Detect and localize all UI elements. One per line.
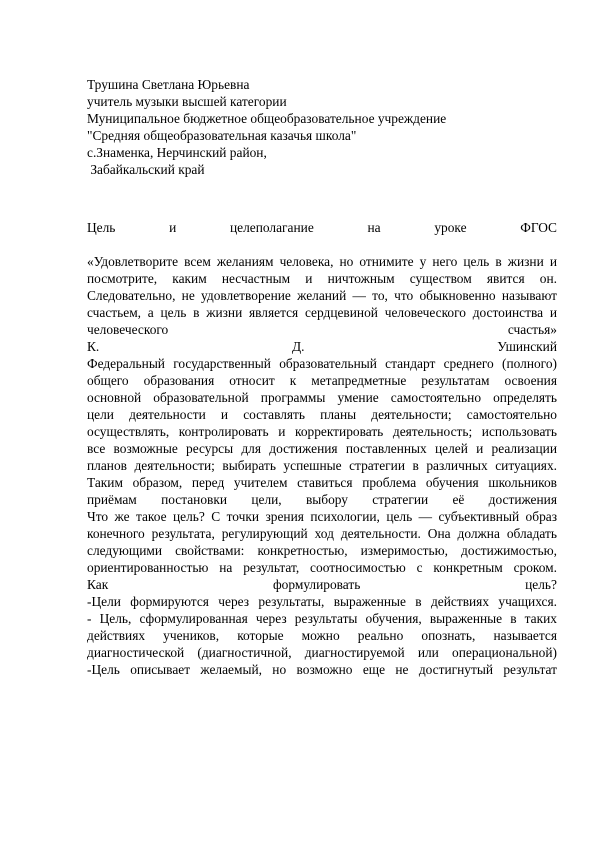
paragraph-line: общего образования относит к метапредметные результатам освоения — [87, 373, 557, 388]
quote-line: счастьем, а цель в жизни является сердцевиной человеческого достоинства и — [87, 305, 557, 320]
paragraph-line: приёмам постановки цели, выбору стратегии её достижения — [87, 492, 557, 507]
paragraph-line: ориентированностью на результат, соотносимостью с конкретным сроком. — [87, 560, 557, 575]
author-name: Трушина Светлана Юрьевна — [87, 77, 250, 92]
school-name: "Средняя общеобразовательная казачья школа" — [87, 128, 357, 143]
paragraph-line: цели деятельности и составлять планы деятельности; самостоятельно — [87, 407, 557, 422]
list-item: действиях учеников, которые можно реально опознать, называется — [87, 628, 557, 643]
paragraph-line: осуществлять, контролировать и корректировать деятельность; использовать — [87, 424, 557, 439]
institution-type: Муниципальное бюджетное общеобразовательное учреждение — [87, 111, 447, 126]
section-question: Как формулировать цель? — [87, 577, 557, 592]
list-item: -Цель описывает желаемый, но возможно еще не достигнутый результат — [87, 662, 557, 677]
document-title: Цель и целеполагание на уроке ФГОС — [87, 220, 557, 235]
region: Забайкальский край — [87, 162, 205, 177]
paragraph-line: основной образовательной программы умение самостоятельно определять — [87, 390, 557, 405]
paragraph-line: Что же такое цель? С точки зрения психологии, цель — субъективный образ — [87, 509, 557, 524]
paragraph-line: Таким образом, перед учителем ставиться проблема обучения школьников — [87, 475, 557, 490]
paragraph-line: Федеральный государственный образовательный стандарт среднего (полного) — [87, 356, 557, 371]
quote-line: «Удовлетворите всем желаниям человека, но отнимите у него цель в жизни и — [87, 254, 557, 269]
author-position: учитель музыки высшей категории — [87, 94, 287, 109]
paragraph-line: конечного результата, регулирующий ход деятельности. Она должна обладать — [87, 526, 557, 541]
list-item: - Цель, сформулированная через результаты обучения, выраженные в таких — [87, 611, 557, 626]
quote-attribution: К. Д. Ушинский — [87, 339, 557, 354]
paragraph-line: следующими свойствами: конкретностью, измеримостью, достижимостью, — [87, 543, 557, 558]
quote-line: Следовательно, не удовлетворение желаний — то, что обыкновенно называют — [87, 288, 557, 303]
list-item: диагностической (диагностичной, диагностируемой или операциональной) — [87, 645, 557, 660]
list-item: -Цели формируются через результаты, выраженные в действиях учащихся. — [87, 594, 557, 609]
village-district: с.Знаменка, Нерчинский район, — [87, 145, 267, 160]
quote-line: человеческого счастья» — [87, 322, 557, 337]
paragraph-line: все возможные ресурсы для достижения поставленных целей и реализации — [87, 441, 557, 456]
quote-line: посмотрите, каким несчастным и ничтожным существом явится он. — [87, 271, 557, 286]
paragraph-line: планов деятельности; выбирать успешные стратегии в различных ситуациях. — [87, 458, 557, 473]
